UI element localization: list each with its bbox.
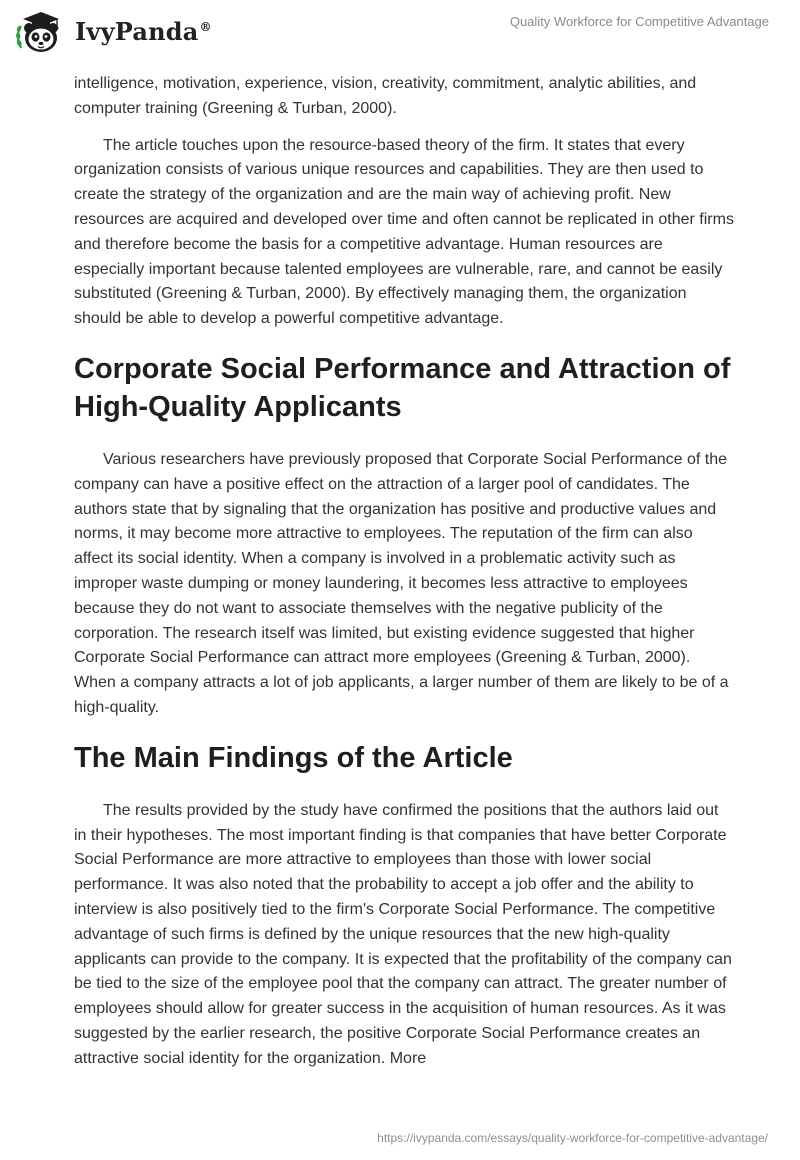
- source-url[interactable]: https://ivypanda.com/essays/quality-workforce-for-competitive-advantage/: [377, 1131, 768, 1145]
- document-title: Quality Workforce for Competitive Advantage: [509, 14, 769, 29]
- essay-paragraph: Various researchers have previously proposed that Corporate Social Performance of the company can have a positive effect on the attraction of a larger pool of candidates. The authors state that by signaling that the organization has positive and productive values and norms, it may become more attractive to employees. The reputation of the firm can also affect its social identity. When a company is involved in a problematic activity such as improper waste dumping or money laundering, it becomes less attractive to employees because they do not want to associate themselves with the negative publicity of the corporation. The research itself was limited, but existing evidence suggested that higher Corporate Social Performance can attract more employees (Greening & Turban, 2000). When a company attracts a lot of job applicants, a larger number of them are likely to be of a high-quality.: [74, 450, 729, 716]
- section-heading: The Main Findings of the Article: [74, 741, 513, 774]
- panda-graduate-logo-icon: [15, 8, 67, 56]
- section-heading: Corporate Social Performance and Attraction of High-Quality Applicants: [74, 352, 731, 423]
- page-header: [0, 0, 800, 70]
- essay-paragraph: intelligence, motivation, experience, vision, creativity, commitment, analytic abilities, and computer training (Greening & Turban, 2000).: [74, 75, 697, 117]
- site-logo[interactable]: [15, 8, 212, 56]
- essay-content: [74, 72, 734, 1084]
- brand-name: IvyPanda®: [75, 17, 212, 46]
- essay-paragraph: The article touches upon the resource-based theory of the firm. It states that every organization consists of various unique resources and capabilities. They are then used to create the strategy of the organization and are the main way of achieving profit. New resources are acquired and developed over time and often cannot be replicated in other firms and therefore become the basis for a competitive advantage. Human resources are especially important because talented employees are vulnerable, rare, and cannot be easily substituted (Greening & Turban, 2000). By effectively managing them, the organization should be able to develop a powerful competitive advantage.: [74, 136, 734, 328]
- registered-mark: ®: [199, 20, 212, 34]
- essay-paragraph: The results provided by the study have confirmed the positions that the authors laid out in their hypotheses. The most important finding is that companies that have better Corporate Social Performance are more attractive to employees than those with lower social performance. It was also noted that the probability to accept a job offer and the ability to interview is also positively tied to the firm's Corporate Social Performance. The competitive advantage of such firms is defined by the unique resources that the new high-quality applicants can provide to the company. It is expected that the profitability of the company can be tied to the size of the employee pool that the company can attract. The greater number of employees should allow for greater success in the acquisition of human resources. As it was suggested by the earlier research, the positive Corporate Social Performance creates an attractive social identity for the organization. More: [74, 801, 732, 1067]
